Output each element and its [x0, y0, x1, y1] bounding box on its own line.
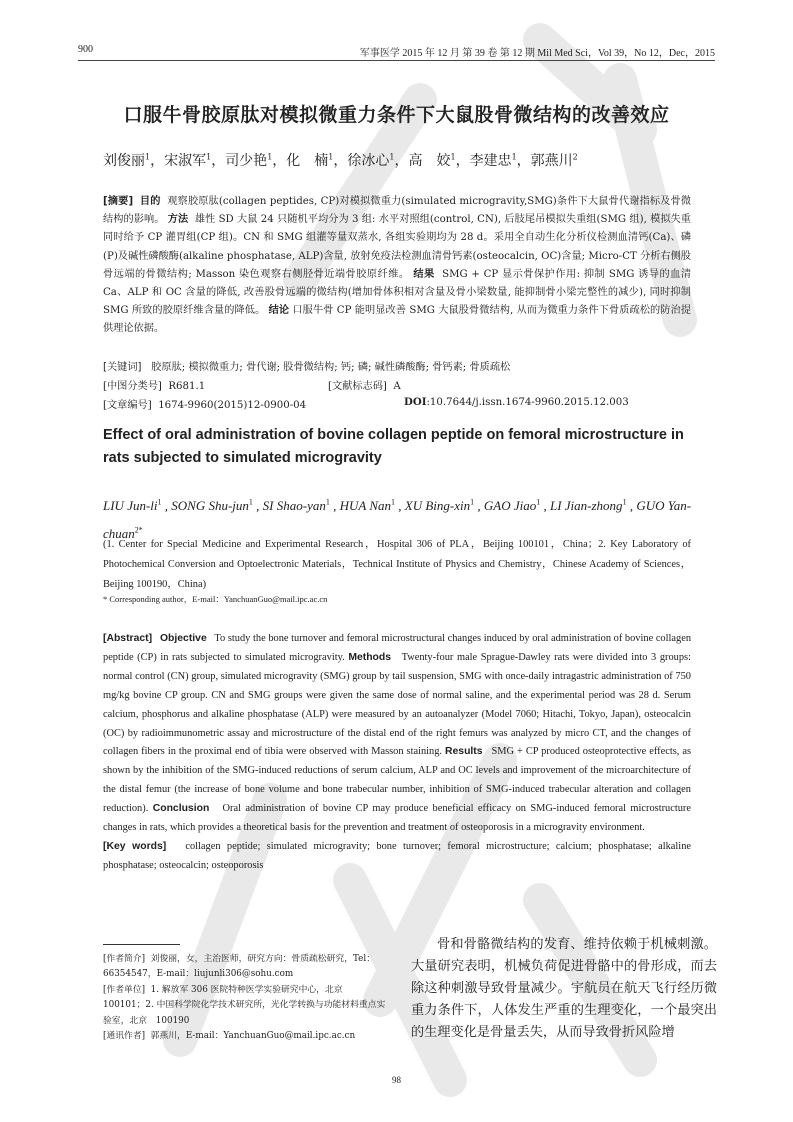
author: 司少艳$^1$ — [225, 152, 273, 169]
affiliation-marker: 1 — [536, 498, 541, 507]
footnote-author-bio: [作者简介] 刘俊丽，女，主治医师，研究方向：骨质疏松研究，Tel：66354547，E-mail：liujunli306@sohu.com — [103, 954, 375, 980]
author: LI Jian-zhong$^1$ — [549, 498, 627, 514]
author: GUO Yan-chuan$^{2*}$ — [103, 498, 692, 541]
author: XU Bing-xin$^1$ — [404, 498, 475, 514]
author: 宋淑军$^1$ — [164, 152, 212, 169]
author: LIU Jun-$li^1$ — [103, 498, 162, 514]
affiliation-marker: 1 — [145, 152, 151, 162]
document-code: [文献标志码] A — [328, 381, 401, 392]
affiliation-marker: 1 — [511, 152, 517, 162]
affiliations: (1. Center for Special Medicine and Experimental Research，Hospital 306 of PLA，Beijing 100101，China；2. Key Laboratory of Photochemical Conversion and Optoelectronic Materials，Technical Institute of Physics and Chemistry，Chinese Academy of Sciences，Beijing 100190，China) — [103, 539, 691, 590]
doi: DOI:10.7644/j.issn.1674-9960.2015.12.003 — [404, 396, 629, 408]
page-number-header: 900 — [78, 44, 93, 55]
journal-header: 军事医学 2015 年 12 月 第 39 卷 第 12 期 Mil Med Sci，Vol 39，No 12，Dec，2015 — [359, 48, 715, 59]
affiliation-marker: 1 — [157, 498, 162, 507]
footnote-corresponding: [通讯作者] 郭燕川，E-mail：YanchuanGuo@mail.ipc.ac.cn — [103, 1031, 356, 1042]
header-rule — [78, 60, 715, 61]
footnote-affiliation: [作者单位] 1. 解放军 306 医院特种医学实验研究中心，北京 100101；2. 中国科学院化学技术研究所，光化学转换与功能材料重点实验室，北京 100190 — [103, 984, 386, 1026]
corresponding-author: * Corresponding author，E-mail：YanchuanGuo@mail.ipc.ac.cn — [103, 594, 328, 604]
author: 郭燕川$^2$ — [530, 152, 578, 169]
affiliation-marker: 1 — [248, 498, 253, 507]
affiliation-marker: 2* — [134, 525, 143, 535]
author-list: 刘俊丽$^1$，宋淑军$^1$，司少艳$^1$，化 楠$^1$，徐冰心$^1$，高 姣$^1$，李建忠$^1$，郭燕川$^2$ — [103, 152, 578, 169]
affiliation-marker: 1 — [328, 152, 334, 162]
article-title: 口服牛骨胶原肽对模拟微重力条件下大鼠股骨微结构的改善效应 — [123, 104, 670, 126]
author: 化 楠$^1$ — [286, 152, 334, 169]
affiliation-marker: 1 — [450, 152, 456, 162]
clc-number: [中图分类号] R681.1 — [103, 381, 206, 392]
author: HUA Nan$^1$ — [339, 498, 396, 514]
footnotes — [103, 952, 393, 1044]
keywords-cn: [关键词] 胶原肽; 模拟微重力; 骨代谢; 股骨微结构; 钙; 磷; 碱性磷酸酶; 骨钙素; 骨质疏松 — [103, 362, 511, 373]
author: 刘俊丽$^1$ — [103, 152, 151, 169]
affiliation-marker: 1 — [622, 498, 627, 507]
body-text: 骨和骨骼微结构的发育、维持依赖于机械刺激。大量研究表明，机械负荷促进骨骼中的骨形成，而去除这种刺激导致骨量减少。宇航员在航天飞行经历微重力条件下，人体发生严重的生理变化，一个最突出的生理变化是骨量丢失，从而导致骨折风险增 — [411, 937, 717, 1040]
english-author-list: LIU Jun-$li^1$ , SONG Shu-jun$^1$ , SI Shao-yan$^1$ , HUA Nan$^1$ , XU Bing-xin$^1$ , GAO Jiao$^1$ , LI Jian-zhong$^1$ , GUO Yan-chuan$^{2*}$ — [103, 498, 692, 541]
english-title: Effect of oral administration of bovine collagen peptide on femoral microstructure in rats subjected to simulated microgravity — [103, 427, 684, 466]
english-abstract: [Abstract] Objective To study the bone turnover and femoral microstructural changes induced by oral administration of bovine collagen peptide (CP) in rats subjected to simulated microgravity. Methods Twenty-four male Sprague-Dawley rats were divided into 3 groups: normal control (CN) group, simulated microgravity (SMG) group by tail suspension, SMG with once-daily intragastric administration of 750 mg/kg bovine CP group. CN and SMG groups were given the same dose of normal saline, and the experimental period was 28 d. Serum calcium, phosphorus and alkaline phosphatase (ALP) were measured by an autoanalyzer (Model 7060; Hitachi, Tokyo, Japan), osteocalcin (OC) by radioimmunometric assay and microstructure of the distal end of the right femurs was analyzed by micro CT, and the changes of collagen fibers in the proximal end of tibia were observed with Masson staining. Results SMG + CP produced osteoprotective effects, as shown by the inhibition of the SMG-induced reductions of serum calcium, ALP and OC levels and improvement of the microarchitecture of the distal femur (the increase of bone volume and bone trabecular number, inhibition of SMG-induced trabecular alteration and collagen reduction). Conclusion Oral administration of bovine CP may produce beneficial efficacy on SMG-induced femoral microstructure changes in rats, which provides a theoretical basis for the prevention and treatment of osteoporosis in a microgravity environment. [Key words] collagen peptide; simulated microgravity; bone turnover; femoral microstructure; calcium; phosphatase; alkaline phosphatase; osteocalcin; osteoporosis — [103, 633, 692, 871]
affiliation-marker: 1 — [470, 498, 475, 507]
author: GAO Jiao$^1$ — [483, 498, 541, 514]
affiliation-marker: 1 — [267, 152, 273, 162]
chinese-abstract: [摘要] 目的 观察胶原肽(collagen peptides, CP)对模拟微重力(simulated microgravity,SMG)条件下大鼠骨代谢指标及骨微结构的影响。 方法 雄性 SD 大鼠 24 只随机平均分为 3 组: 水平对照组(control, CN), 后肢尾吊模拟失重组(SMG 组), 模拟失重同时给予 CP 灌胃组(CP 组)。CN 和 SMG 组灌等量双蒸水, 各组实验期均为 28 d。采用全自动生化分析仪检测血清钙(Ca)、磷(P)及碱性磷酸酶(alkaline phosphatase, ALP)含量, 放射免疫法检测血清骨钙素(osteocalcin, OC)含量; Micro-CT 分析右侧股骨远端的骨微结构; Masson 染色观察右侧胫骨近端骨胶原纤维。 结果 SMG + CP 显示骨保护作用: 抑制 SMG 诱导的血清 Ca、ALP 和 OC 含量的降低, 改善股骨远端的微结构(增加骨体积相对含量及骨小梁数量, 能抑制骨小梁完整性的减少), 同时抑制 SMG 所致的胶原纤维含量的降低。 结论 口服牛骨 CP 能明显改善 SMG 大鼠股骨微结构, 从而为微重力条件下骨质疏松的防治提供理论依据。 — [103, 196, 692, 335]
page-footer: 98 — [392, 1075, 401, 1085]
author: 徐冰心$^1$ — [347, 152, 395, 169]
affiliation-marker: 1 — [391, 498, 396, 507]
affiliation-marker: 1 — [325, 498, 330, 507]
article-number: [文章编号] 1674-9960(2015)12-0900-04 — [103, 400, 307, 411]
footnote-rule — [103, 944, 180, 945]
author: SI Shao-yan$^1$ — [262, 498, 330, 514]
affiliation-marker: 2 — [572, 152, 578, 162]
affiliation-marker: 1 — [389, 152, 395, 162]
author: 高 姣$^1$ — [408, 152, 456, 169]
affiliation-marker: 1 — [206, 152, 212, 162]
author: 李建忠$^1$ — [469, 152, 517, 169]
author: SONG Shu-jun$^1$ — [171, 498, 253, 514]
